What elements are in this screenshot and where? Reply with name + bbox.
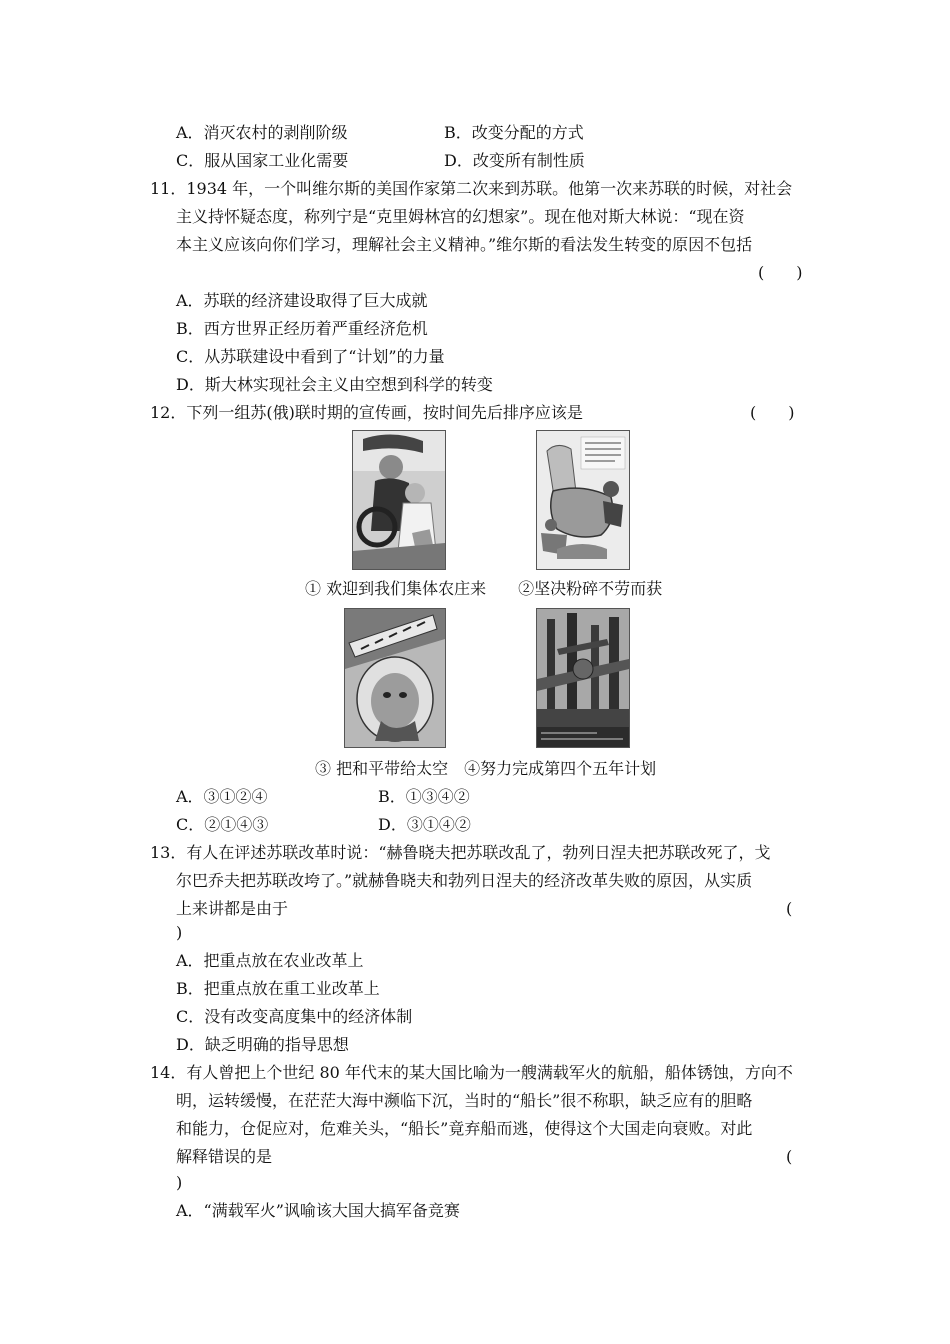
q14-stem-line-3: 和能力，仓促应对，危难关头，“船长”竟弃船而逃，使得这个大国走向衰败。对此 <box>176 1119 753 1138</box>
q13-paren-close: ) <box>176 923 183 942</box>
q11-stem-line-2: 主义持怀疑态度，称列宁是“克里姆林宫的幻想家”。现在他对斯大林说：“现在资 <box>176 207 745 226</box>
q12-answer-paren: ( ) <box>750 403 795 422</box>
q10-option-b: B．改变分配的方式 <box>444 123 584 142</box>
q13-option-a: A．把重点放在农业改革上 <box>176 951 364 970</box>
q11-option-d: D．斯大林实现社会主义由空想到科学的转变 <box>176 375 493 394</box>
q13-stem-line-1: 13．有人在评述苏联改革时说：“赫鲁晓夫把苏联改乱了，勃列日涅夫把苏联改死了，戈 <box>150 843 771 862</box>
q11-stem-line-1: 11．1934 年，一个叫维尔斯的美国作家第二次来到苏联。他第一次来苏联的时候，对社会 <box>150 179 793 198</box>
poster-collective-farm <box>352 430 446 570</box>
q10-option-a: A．消灭农村的剥削阶级 <box>176 123 348 142</box>
q13-option-d: D．缺乏明确的指导思想 <box>176 1035 349 1054</box>
q12-stem: 12．下列一组苏(俄)联时期的宣传画，按时间先后排序应该是 <box>150 403 583 422</box>
q11-option-b: B．西方世界正经历着严重经济危机 <box>176 319 428 338</box>
q13-stem-line-2: 尔巴乔夫把苏联改垮了。”就赫鲁晓夫和勃列日涅夫的经济改革失败的原因，从实质 <box>176 871 753 890</box>
q11-option-c: C．从苏联建设中看到了“计划”的力量 <box>176 347 445 366</box>
poster-fourth-five-year-plan <box>536 608 630 748</box>
q14-paren-open: ( <box>786 1147 793 1166</box>
q13-stem-line-3: 上来讲都是由于 <box>176 899 289 918</box>
q11-option-a: A．苏联的经济建设取得了巨大成就 <box>176 291 428 310</box>
q12-option-d: D．③①④② <box>378 815 471 834</box>
q13-option-c: C．没有改变高度集中的经济体制 <box>176 1007 413 1026</box>
q13-paren-open: ( <box>786 899 793 918</box>
q14-stem-line-4: 解释错误的是 <box>176 1147 273 1166</box>
q12-captions-row1: ① 欢迎到我们集体农庄来 ②坚决粉碎不劳而获 <box>305 579 663 598</box>
q10-option-c: C．服从国家工业化需要 <box>176 151 349 170</box>
q14-option-a: A．“满载军火”讽喻该大国大搞军备竞赛 <box>176 1201 460 1220</box>
poster-crush-parasites <box>536 430 630 570</box>
q14-paren-close: ) <box>176 1173 183 1192</box>
q12-captions-row2: ③ 把和平带给太空 ④努力完成第四个五年计划 <box>315 759 657 778</box>
q12-option-a: A．③①②④ <box>176 787 268 806</box>
q11-answer-paren: ( ) <box>758 263 803 282</box>
q14-stem-line-1: 14．有人曾把上个世纪 80 年代末的某大国比喻为一艘满载军火的航船，船体锈蚀，方向不 <box>150 1063 793 1082</box>
q14-stem-line-2: 明，运转缓慢，在茫茫大海中濒临下沉，当时的“船长”很不称职，缺乏应有的胆略 <box>176 1091 753 1110</box>
poster-peace-to-space <box>344 608 446 748</box>
q11-stem-line-3: 本主义应该向你们学习，理解社会主义精神。”维尔斯的看法发生转变的原因不包括 <box>176 235 753 254</box>
q10-option-d: D．改变所有制性质 <box>444 151 585 170</box>
q13-option-b: B．把重点放在重工业改革上 <box>176 979 380 998</box>
q12-option-b: B．①③④② <box>378 787 470 806</box>
q12-option-c: C．②①④③ <box>176 815 269 834</box>
